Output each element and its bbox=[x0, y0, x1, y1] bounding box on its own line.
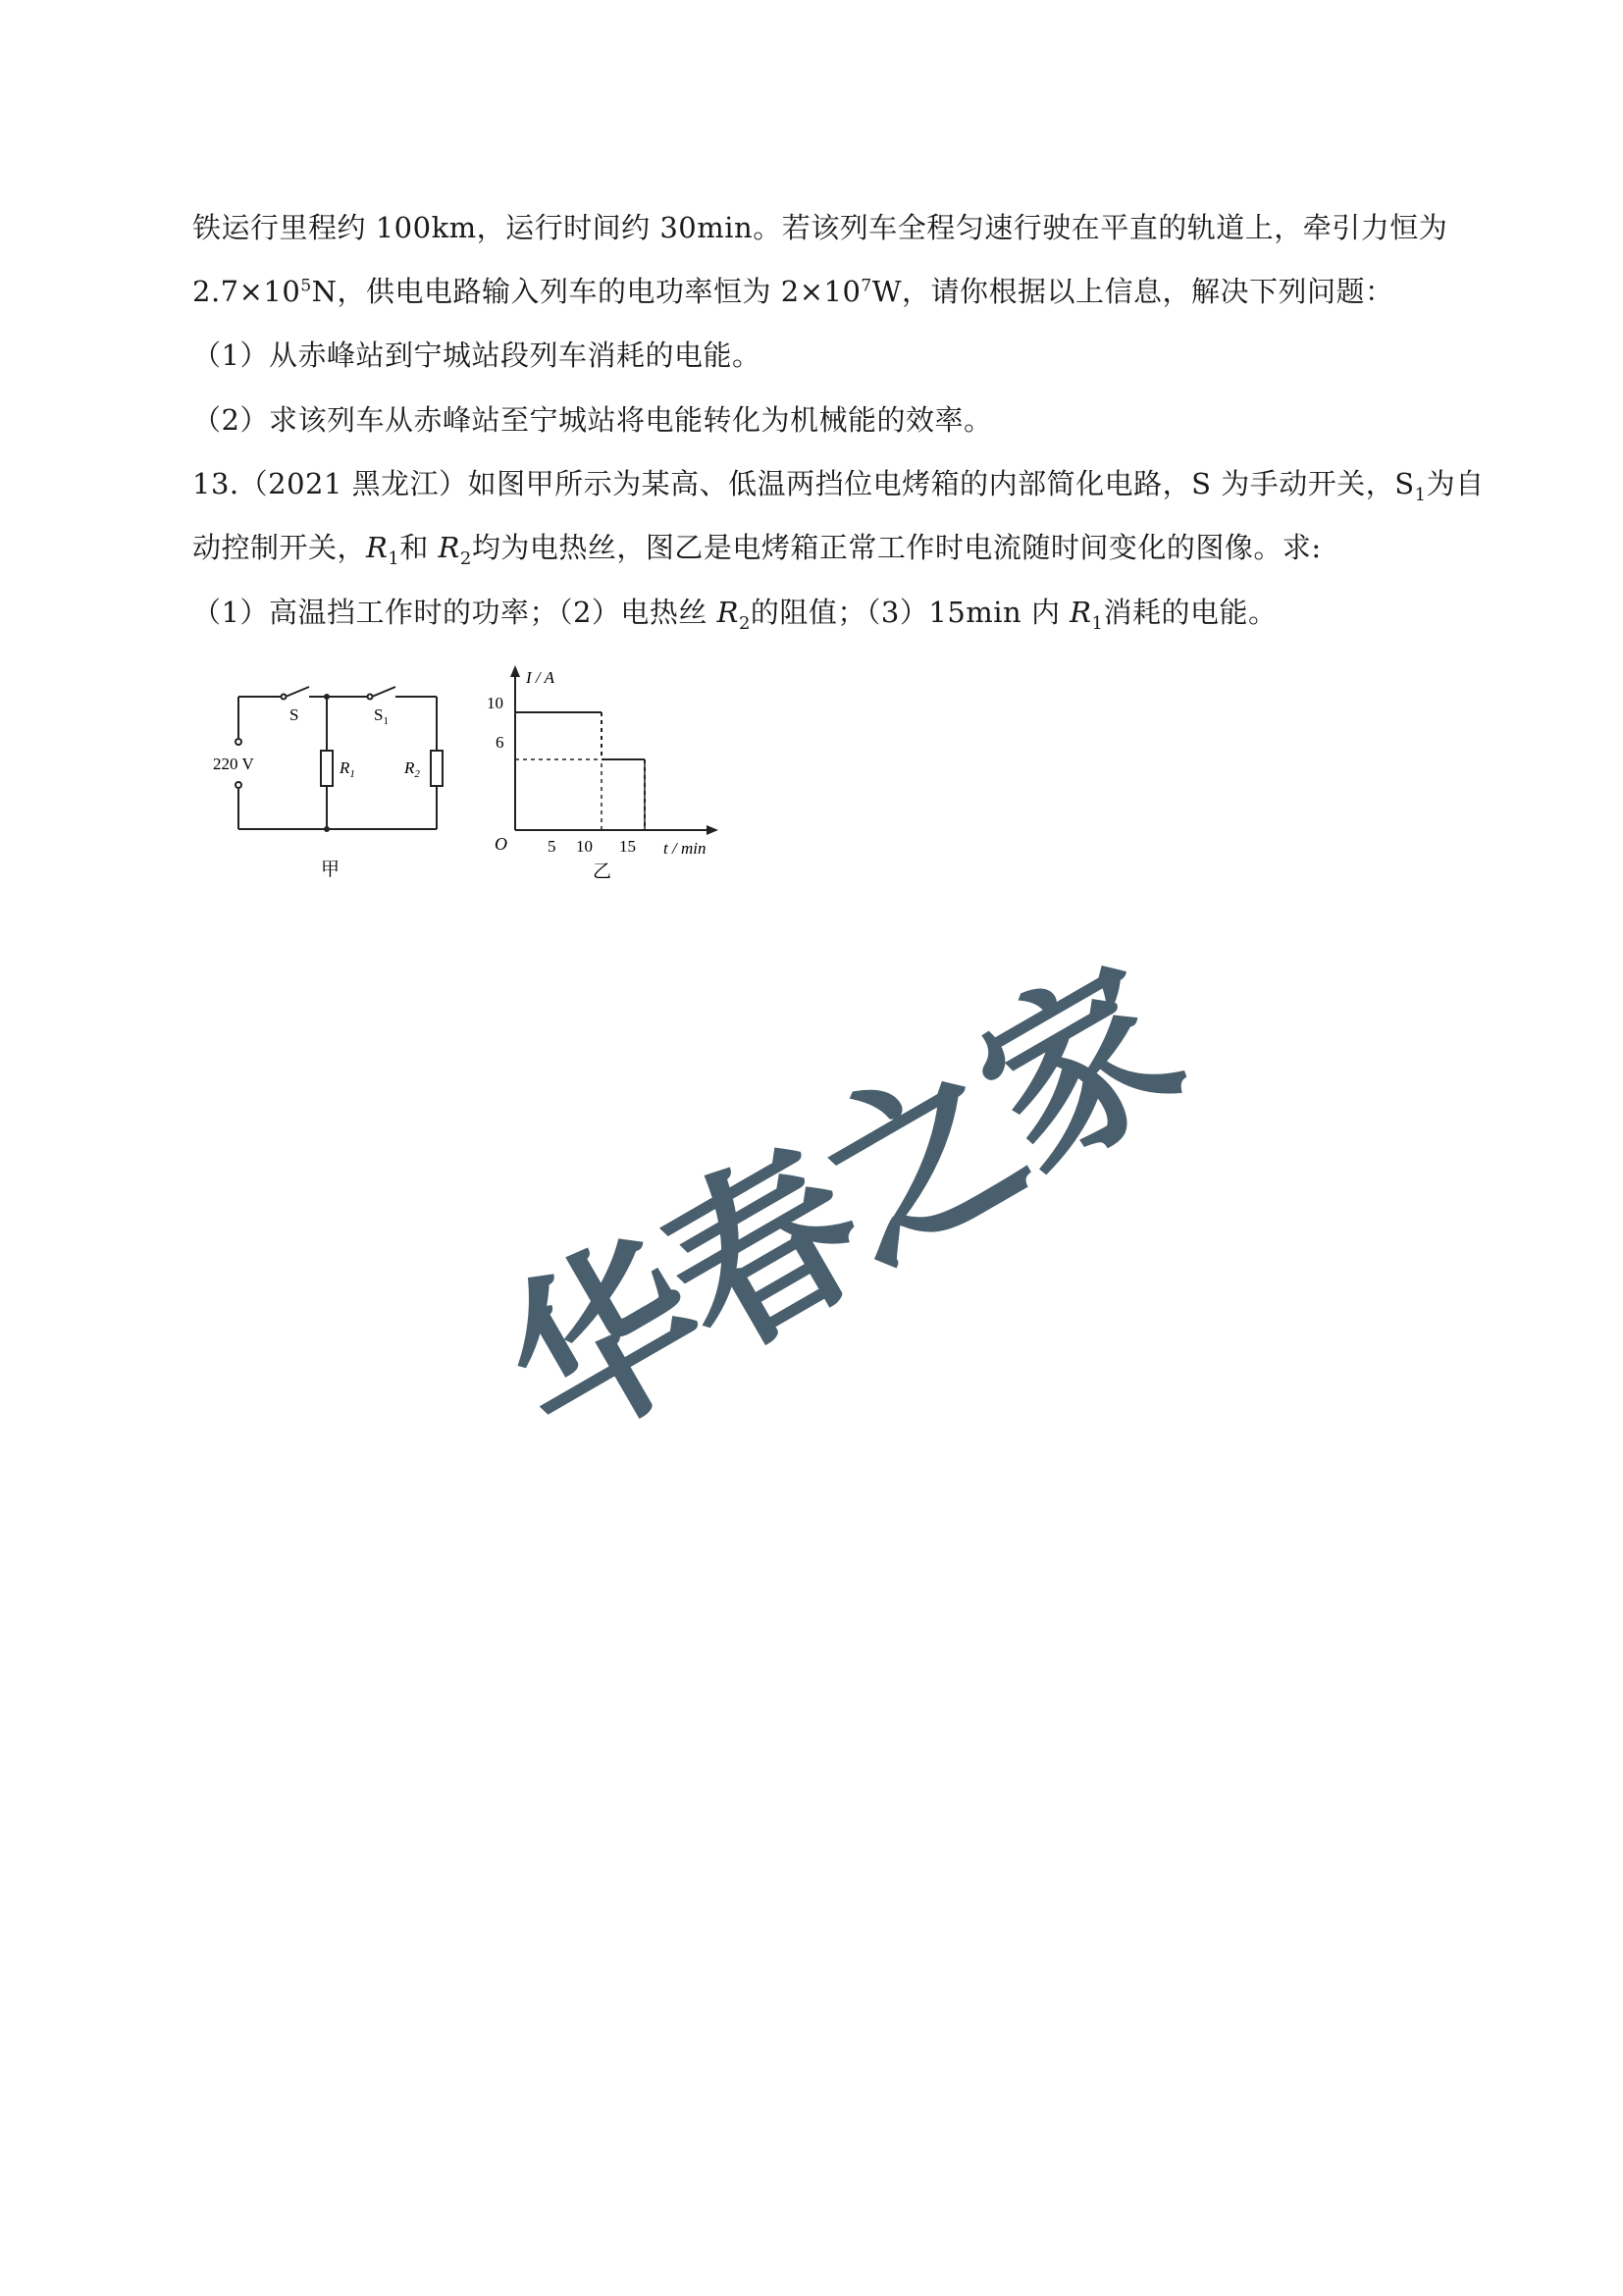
x-axis-label: t / min bbox=[663, 839, 707, 858]
problem-12-question-2 bbox=[192, 400, 992, 440]
problem-12-question-1 bbox=[192, 336, 760, 375]
r2-symbol-2: R bbox=[716, 596, 739, 629]
problem-13-line-1-part-a: 13.（2021 黑龙江）如图甲所示为某高、低温两挡位电烤箱的内部简化电路，S 为手动开关，S bbox=[192, 467, 1415, 500]
label-r1: $R_1$ bbox=[340, 758, 355, 780]
line-2-part-b: N，供电电路输入列车的电功率恒为 2×10 bbox=[311, 275, 862, 308]
and-word: 和 bbox=[399, 531, 429, 564]
r1-symbol: R bbox=[366, 531, 389, 564]
junction-dot-top bbox=[324, 694, 330, 700]
junction-dot-bottom bbox=[324, 826, 330, 832]
problem-13-line-3 bbox=[192, 593, 1277, 632]
resistor-r2 bbox=[431, 751, 443, 786]
s1-subscript: 1 bbox=[1414, 484, 1427, 505]
x-axis-arrow-icon bbox=[707, 825, 718, 835]
switch-s-blade bbox=[286, 687, 309, 697]
problem-13-line-3-part-b: 的阻值；（3）15min 内 bbox=[750, 596, 1061, 629]
label-switch-s1: $S_1$ bbox=[374, 705, 389, 727]
origin-label: O bbox=[495, 834, 507, 854]
problem-13-line-1-part-b: 为自 bbox=[1426, 467, 1485, 500]
terminal-bottom bbox=[236, 782, 241, 788]
switch-s1-blade bbox=[372, 687, 395, 697]
watermark: 华春之家 bbox=[471, 930, 1213, 1485]
caption-jia: 甲 bbox=[321, 859, 340, 880]
r2-subscript-2: 2 bbox=[738, 612, 751, 634]
question-1-text: （1）从赤峰站到宁城站段列车消耗的电能。 bbox=[192, 339, 761, 372]
problem-13-line-1 bbox=[192, 464, 1485, 503]
x-tick-15: 15 bbox=[619, 837, 636, 856]
y-tick-10: 10 bbox=[487, 694, 503, 712]
problem-12-line-2 bbox=[192, 272, 1394, 311]
line-2-part-c: W，请你根据以上信息，解决下列问题： bbox=[871, 275, 1394, 308]
exponent-7: 7 bbox=[861, 276, 872, 296]
x-tick-10: 10 bbox=[576, 837, 593, 856]
terminal-top bbox=[236, 739, 241, 745]
label-switch-s: S bbox=[289, 705, 299, 724]
circuit-diagram bbox=[201, 657, 456, 893]
problem-13-line-2-part-b: 均为电热丝，图乙是电烤箱正常工作时电流随时间变化的图像。求: bbox=[471, 531, 1322, 564]
problem-13-line-3-part-c: 消耗的电能。 bbox=[1103, 596, 1278, 629]
problem-12-line-1 bbox=[192, 208, 1447, 247]
y-axis-label: I / A bbox=[526, 668, 554, 687]
caption-yi: 乙 bbox=[593, 861, 612, 882]
switch-s1-contact-left bbox=[368, 695, 373, 700]
problem-13-line-2-part-a: 动控制开关， bbox=[192, 531, 367, 564]
switch-s-contact-left bbox=[282, 695, 287, 700]
question-2-text: （2）求该列车从赤峰站至宁城站将电能转化为机械能的效率。 bbox=[192, 403, 993, 437]
r1-subscript: 1 bbox=[388, 548, 400, 569]
problem-12-line-1-text: 铁运行里程约 100km，运行时间约 30min。若该列车全程匀速行驶在平直的轨道上，牵引力恒为 bbox=[192, 211, 1448, 244]
label-voltage: 220 V bbox=[213, 755, 254, 773]
r2-symbol: R bbox=[438, 531, 460, 564]
r1-symbol-2: R bbox=[1070, 596, 1092, 629]
r2-subscript: 2 bbox=[459, 548, 472, 569]
r1-subscript-2: 1 bbox=[1091, 612, 1104, 634]
label-r2: $R_2$ bbox=[404, 758, 420, 780]
line-2-part-a: 2.7×10 bbox=[192, 275, 301, 308]
x-tick-5: 5 bbox=[548, 837, 556, 856]
current-time-graph bbox=[471, 655, 726, 891]
exponent-5: 5 bbox=[300, 276, 312, 296]
resistor-r1 bbox=[321, 751, 333, 786]
y-tick-6: 6 bbox=[496, 733, 504, 752]
problem-13-line-3-part-a: （1）高温挡工作时的功率；（2）电热丝 bbox=[192, 596, 707, 629]
y-axis-arrow-icon bbox=[510, 665, 520, 677]
problem-13-line-2 bbox=[192, 528, 1322, 567]
